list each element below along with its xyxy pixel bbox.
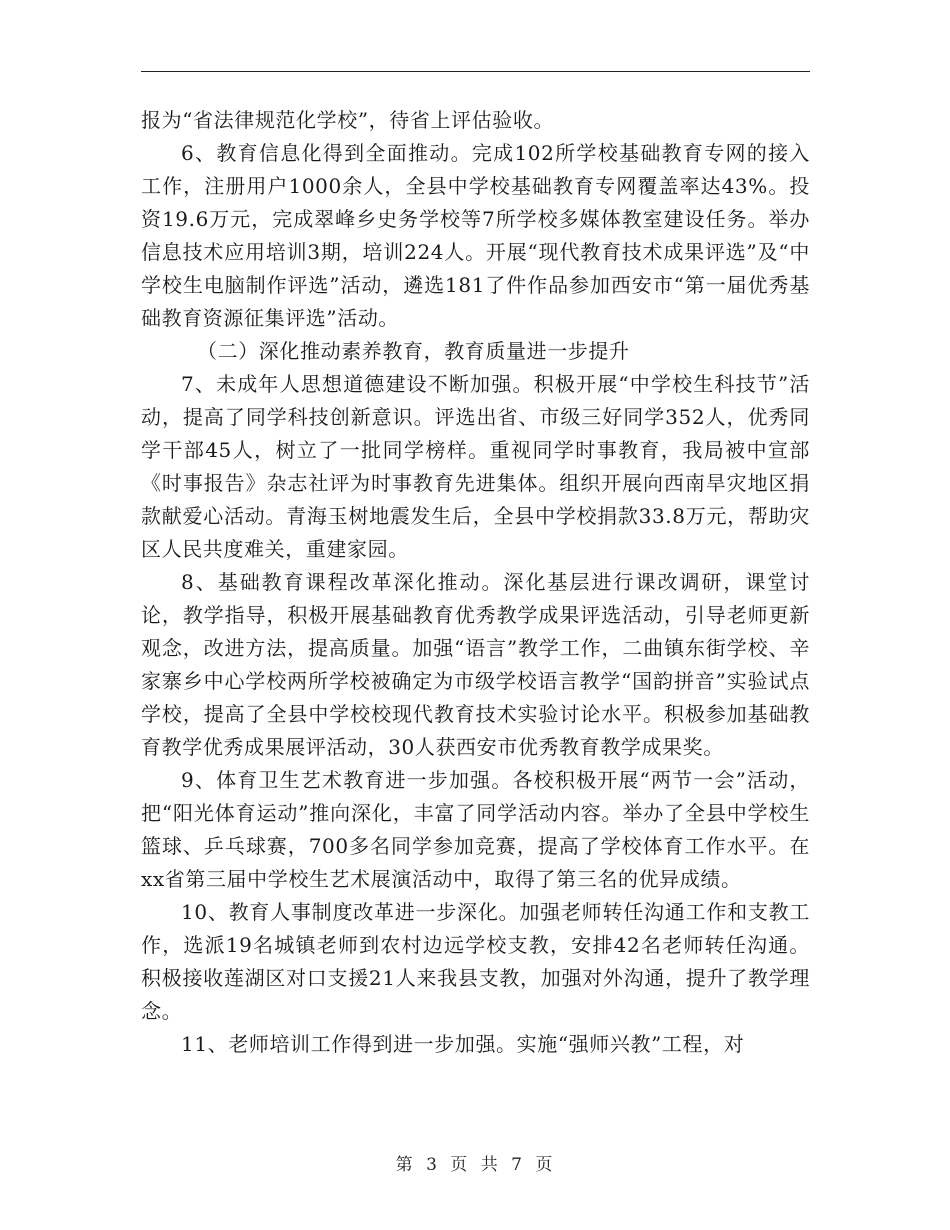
header-rule <box>141 71 810 72</box>
section-heading: （二）深化推动素养教育，教育质量进一步提升 <box>197 339 630 363</box>
paragraph-item-11: 11、老师培训工作得到进一步加强。实施“强师兴教”工程，对 <box>181 1032 745 1056</box>
document-body <box>141 104 810 1061</box>
paragraph-item-9: 9、体育卫生艺术教育进一步加强。各校积极开展“两节一会”活动，把“阳光体育运动”推向深化，丰富了同学活动内容。举办了全县中学校生篮球、乒乓球赛，700多名同学参加竞赛，提高了学校体育工作水平。在xx省第三届中学校生艺术展演活动中，取得了第三名的优异成绩。 <box>141 768 810 891</box>
paragraph-item-6: 6、教育信息化得到全面推动。完成102所学校基础教育专网的接入工作，注册用户1000余人，全县中学校基础教育专网覆盖率达43%。投资19.6万元，完成翠峰乡史务学校等7所学校多媒体教室建设任务。举办信息技术应用培训3期，培训224人。开展“现代教育技术成果评选”及“中学校生电脑制作评选”活动，遴选181了件作品参加西安市“第一届优秀基础教育资源征集评选”活动。 <box>141 141 810 330</box>
paragraph-continuation: 报为“省法律规范化学校”，待省上评估验收。 <box>141 108 555 132</box>
paragraph-item-8: 8、基础教育课程改革深化推动。深化基层进行课改调研，课堂讨论，教学指导，积极开展基础教育优秀教学成果评选活动，引导老师更新观念，改进方法，提高质量。加强“语言”教学工作，二曲镇东街学校、辛家寨乡中心学校两所学校被确定为市级学校语言教学“国韵拼音”实验试点学校，提高了全县中学校校现代教育技术实验讨论水平。积极参加基础教育教学优秀成果展评活动，30人获西安市优秀教育教学成果奖。 <box>141 570 810 759</box>
paragraph-item-7: 7、未成年人思想道德建设不断加强。积极开展“中学校生科技节”活动，提高了同学科技创新意识。评选出省、市级三好同学352人，优秀同学干部45人，树立了一批同学榜样。重视同学时事教育，我局被中宣部《时事报告》杂志社评为时事教育先进集体。组织开展向西南旱灾地区捐款献爱心活动。青海玉树地震发生后，全县中学校捐款33.8万元，帮助灾区人民共度难关，重建家园。 <box>141 372 810 561</box>
paragraph-item-10: 10、教育人事制度改革进一步深化。加强老师转任沟通工作和支教工作，选派19名城镇老师到农村边远学校支教，安排42名老师转任沟通。积极接收莲湖区对口支援21人来我县支教，加强对外沟通，提升了教学理念。 <box>141 900 810 1023</box>
page-number-footer: 第 3 页 共 7 页 <box>395 1155 555 1175</box>
